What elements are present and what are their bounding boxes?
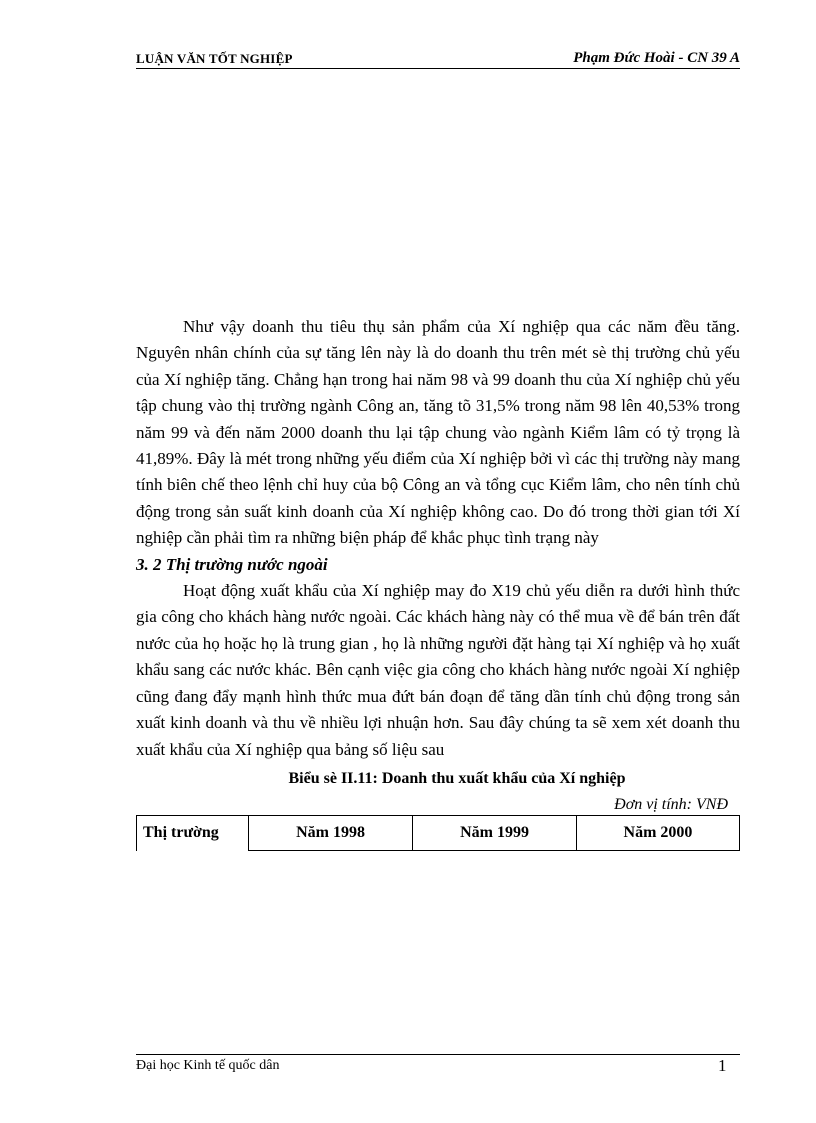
footer-divider bbox=[136, 1054, 740, 1055]
paragraph-domestic-revenue: Như vậy doanh thu tiêu thụ sản phẩm của Xí nghiệp qua các năm đều tăng. Nguyên nhân chính của sự tăng lên này là do doanh thu trên mét sè thị trường chủ yếu của Xí nghiệp tăng. Chẳng hạn trong hai năm 98 và 99 doanh thu của Xí nghiệp chủ yếu tập chung vào thị trường ngành Công an, tăng tõ 31,5% trong năm 98 lên 40,53% trong năm 99 và đến năm 2000 doanh thu lại tập chung vào ngành Kiểm lâm có tỷ trọng là 41,89%. Đây là mét trong những yếu điểm của Xí nghiệp bởi vì các thị trường này mang tính biên chế theo lệnh chỉ huy của bộ Công an và tổng cục Kiểm lâm, cho nên tính chủ động trong sản suất kinh doanh của Xí nghiệp không cao. Do đó trong thời gian tới Xí nghiệp cần phải tìm ra những biện pháp để khắc phục tình trạng này bbox=[136, 317, 740, 548]
header-author: Phạm Đức Hoài - CN 39 A bbox=[573, 50, 740, 66]
page-header bbox=[136, 50, 740, 69]
export-revenue-table bbox=[136, 815, 740, 851]
column-header-2000: Năm 2000 bbox=[577, 816, 740, 851]
paragraph-export-activity: Hoạt động xuất khẩu của Xí nghiệp may đo X19 chủ yếu diễn ra dưới hình thức gia công cho khách hàng nước ngoài. Các khách hàng này có thể mua về để bán trên đất nước của họ hoặc họ là trung gian , họ là những người đặt hàng tại Xí nghiệp và họ xuất khẩu sang các nước khác. Bên cạnh việc gia công cho khách hàng nước ngoài Xí nghiệp cũng đang đẩy mạnh hình thức mua đứt bán đoạn để tăng dần tính chủ động trong sản xuất kinh doanh và thu về nhiều lợi nhuận hơn. Sau đây chúng ta sẽ xem xét doanh thu xuất khẩu của Xí nghiệp qua bảng số liệu sau bbox=[136, 581, 740, 759]
column-header-market: Thị trường bbox=[137, 816, 249, 851]
footer-page-number: 1 bbox=[718, 1056, 727, 1075]
table-unit: Đơn vị tính: VNĐ bbox=[614, 796, 728, 814]
main-content bbox=[136, 314, 740, 851]
table-header-row bbox=[137, 816, 740, 851]
header-thesis-label: LUẬN VĂN TỐT NGHIỆP bbox=[136, 51, 293, 66]
column-header-1998: Năm 1998 bbox=[249, 816, 413, 851]
section-heading-foreign-market: 3. 2 Thị trường nước ngoài bbox=[136, 554, 328, 574]
footer-university: Đại học Kinh tế quốc dân bbox=[136, 1058, 280, 1073]
column-header-1999: Năm 1999 bbox=[413, 816, 577, 851]
table-title: Biểu sè II.11: Doanh thu xuất khẩu của Xí nghiệp bbox=[288, 769, 626, 787]
